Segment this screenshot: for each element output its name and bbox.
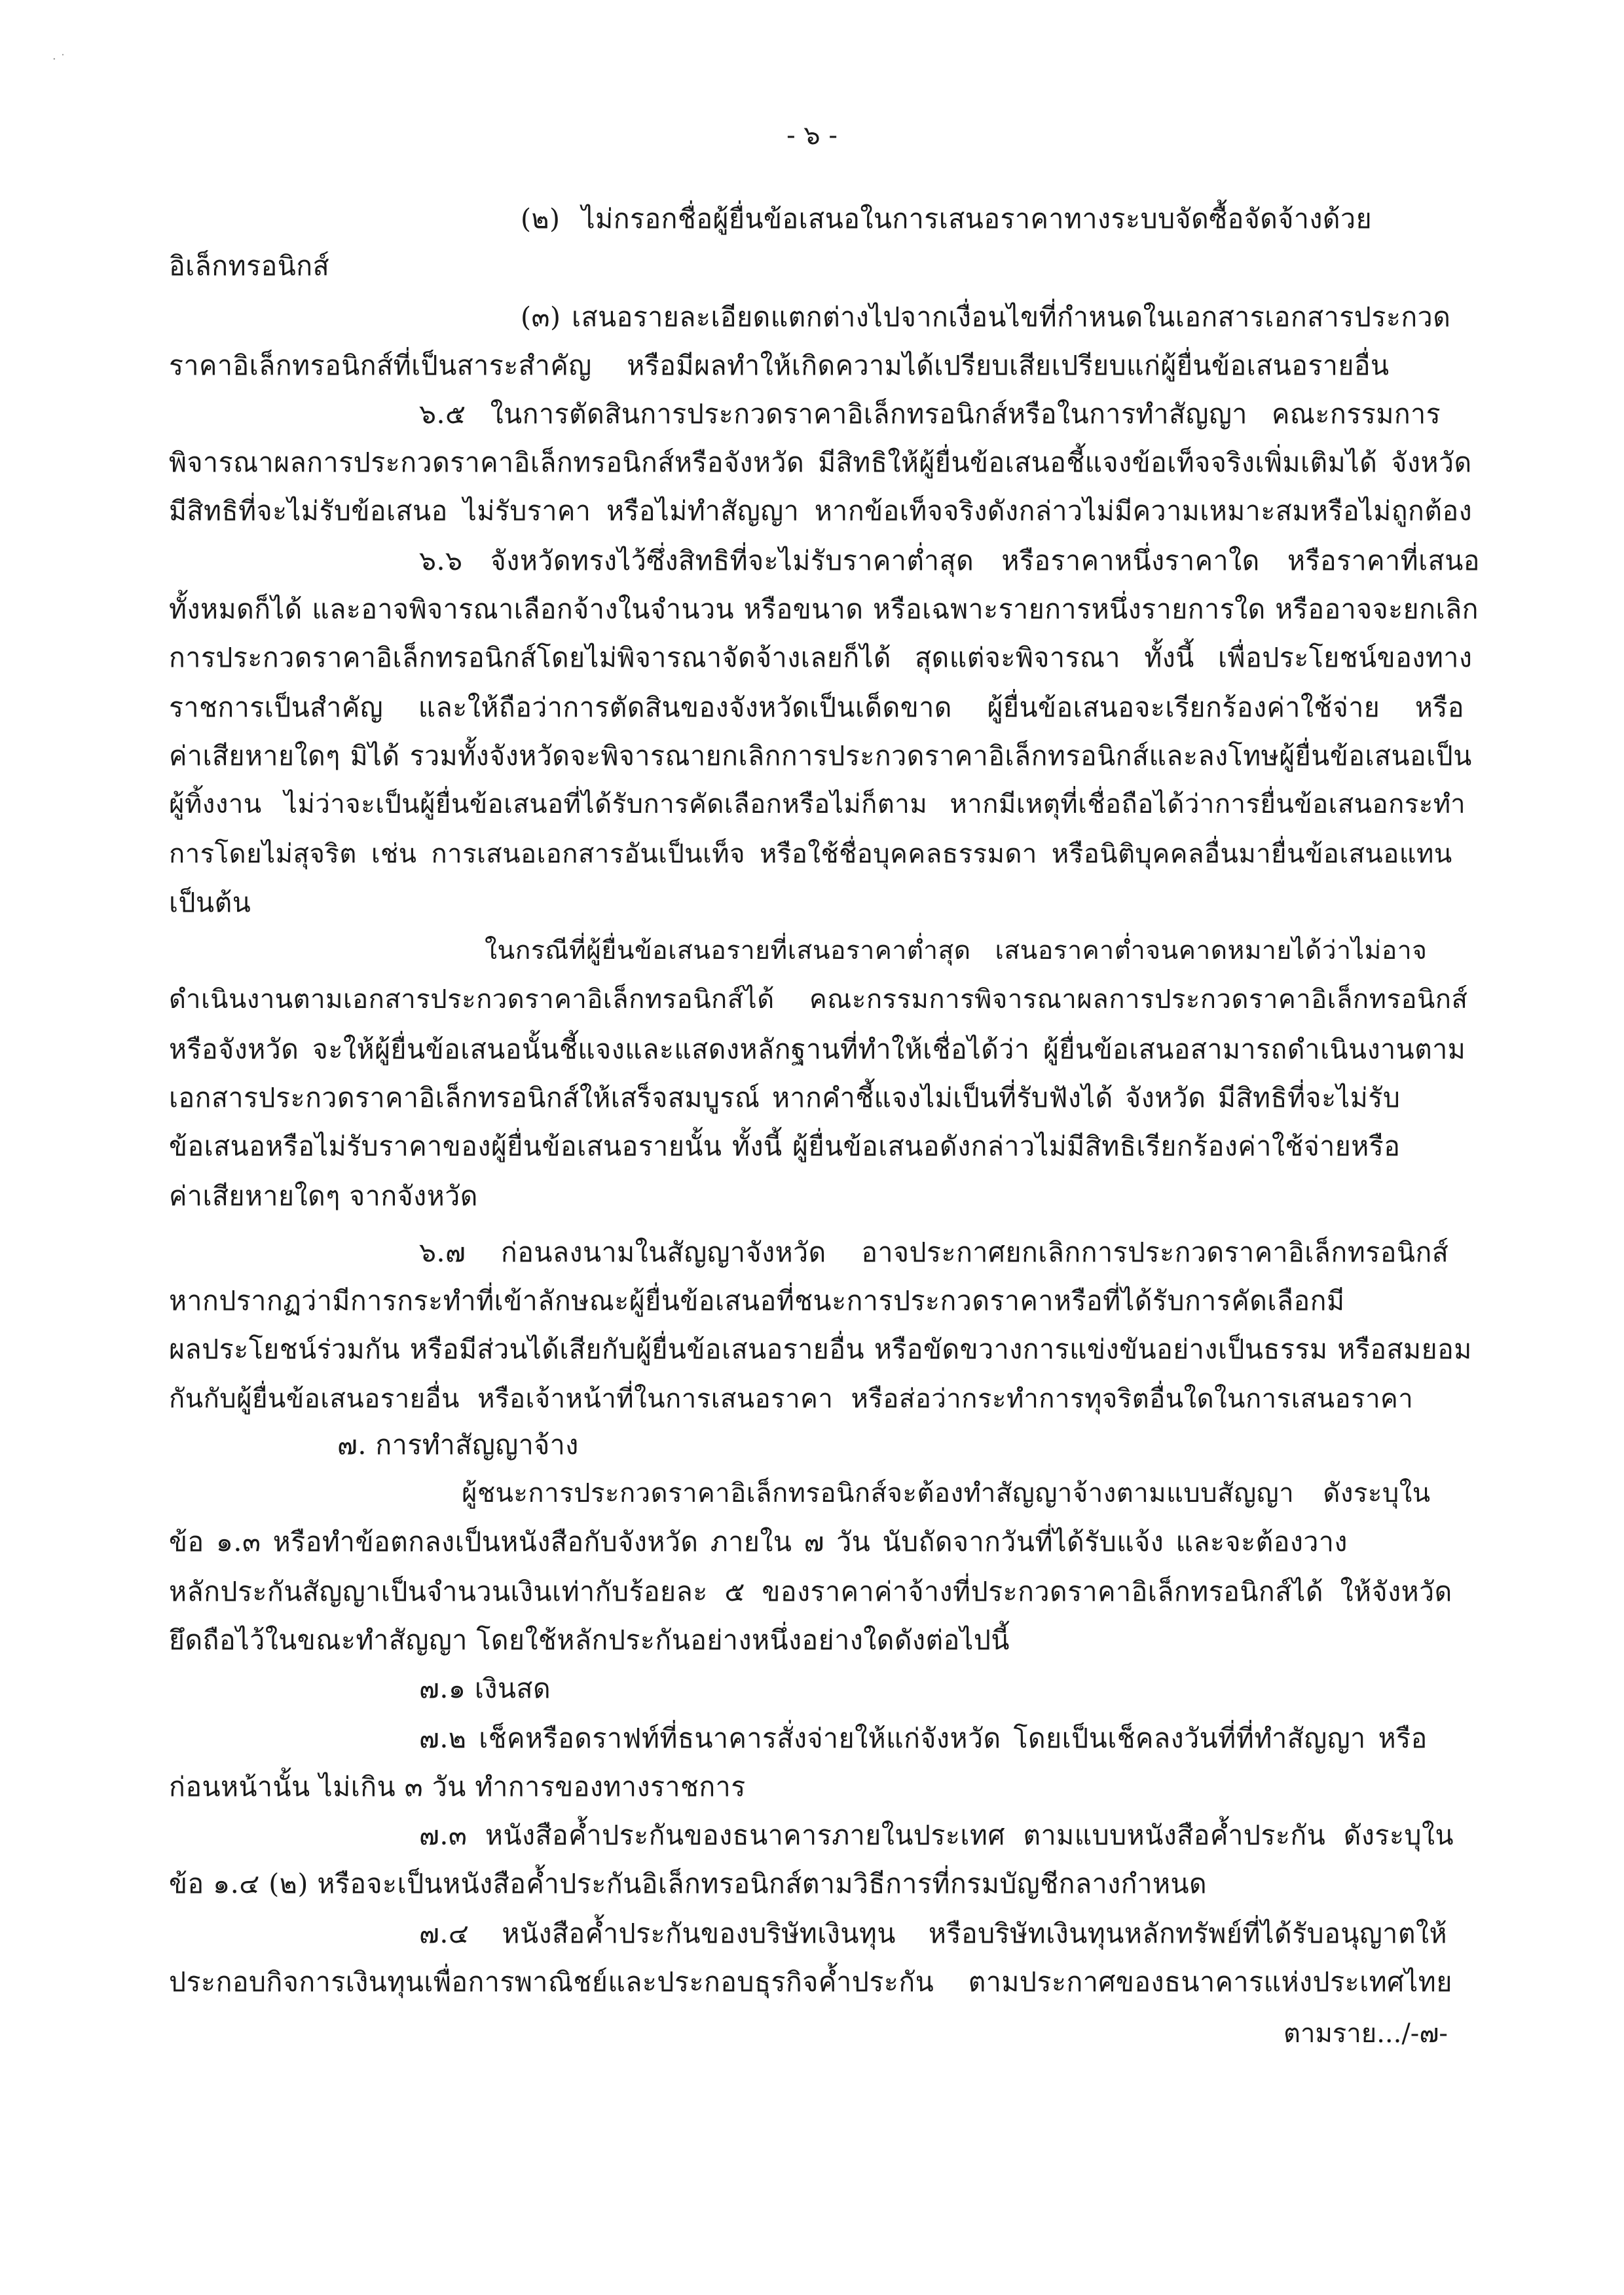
text-line: ดำเนินงานตามเอกสารประกวดราคาอิเล็กทรอนิกส์ได้ คณะกรรมการพิจารณาผลการประกวดราคาอิเล็กทรอนิกส์ xyxy=(169,984,1468,1015)
text-line: ๗.๔ หนังสือค้ำประกันของบริษัทเงินทุน หรือบริษัทเงินทุนหลักทรัพย์ที่ได้รับอนุญาตให้ xyxy=(419,1918,1447,1949)
text-line: (๓) เสนอรายละเอียดแตกต่างไปจากเงื่อนไขที่กำหนดในเอกสารเอกสารประกวด xyxy=(521,301,1451,333)
text-line: ๗.๓ หนังสือค้ำประกันของธนาคารภายในประเทศ ตามแบบหนังสือค้ำประกัน ดังระบุใน xyxy=(419,1819,1454,1851)
text-line: หรือจังหวัด จะให้ผู้ยื่นข้อเสนอนั้นชี้แจงและแสดงหลักฐานที่ทำให้เชื่อได้ว่า ผู้ยื่นข้อเสนอสามารถดำเนินงานตาม xyxy=(169,1034,1466,1065)
text-line: ๖.๕ ในการตัดสินการประกวดราคาอิเล็กทรอนิกส์หรือในการทำสัญญา คณะกรรมการ xyxy=(419,398,1441,430)
text-line: หลักประกันสัญญาเป็นจำนวนเงินเท่ากับร้อยละ ๕ ของราคาค่าจ้างที่ประกวดราคาอิเล็กทรอนิกส์ได้ ให้จังหวัด xyxy=(169,1576,1452,1607)
text-line: ผู้ชนะการประกวดราคาอิเล็กทรอนิกส์จะต้องทำสัญญาจ้างตามแบบสัญญา ดังระบุใน xyxy=(462,1478,1431,1508)
text-line: เป็นต้น xyxy=(169,887,251,918)
text-line: ๗.๒ เช็คหรือดราฟท์ที่ธนาคารสั่งจ่ายให้แก่จังหวัด โดยเป็นเช็คลงวันที่ที่ทำสัญญา หรือ xyxy=(419,1723,1428,1754)
text-line: ในกรณีที่ผู้ยื่นข้อเสนอรายที่เสนอราคาต่ำสุด เสนอราคาต่ำจนคาดหมายได้ว่าไม่อาจ xyxy=(485,936,1428,965)
text-line: ข้อเสนอหรือไม่รับราคาของผู้ยื่นข้อเสนอรายนั้น ทั้งนี้ ผู้ยื่นข้อเสนอดังกล่าวไม่มีสิทธิเรียกร้องค่าใช้จ่ายหรือ xyxy=(169,1130,1401,1162)
text-line: มีสิทธิที่จะไม่รับข้อเสนอ ไม่รับราคา หรือไม่ทำสัญญา หากข้อเท็จจริงดังกล่าวไม่มีความเหมาะสมหรือไม่ถูกต้อง xyxy=(169,495,1473,527)
text-line: ค่าเสียหายใดๆ จากจังหวัด xyxy=(169,1180,478,1212)
text-line: ก่อนหน้านั้น ไม่เกิน ๓ วัน ทำการของทางราชการ xyxy=(169,1771,746,1802)
text-line: (๒) ไม่กรอกชื่อผู้ยื่นข้อเสนอในการเสนอราคาทางระบบจัดซื้อจัดจ้างด้วย xyxy=(521,203,1373,234)
text-line: กันกับผู้ยื่นข้อเสนอรายอื่น หรือเจ้าหน้าที่ในการเสนอราคา หรือส่อว่ากระทำการทุจริตอื่นใดในการเสนอราคา xyxy=(169,1384,1414,1414)
text-line: ราคาอิเล็กทรอนิกส์ที่เป็นสาระสำคัญ หรือมีผลทำให้เกิดความได้เปรียบเสียเปรียบแก่ผู้ยื่นข้อเสนอรายอื่น xyxy=(169,350,1390,381)
text-line: ประกอบกิจการเงินทุนเพื่อการพาณิชย์และประกอบธุรกิจค้ำประกัน ตามประกาศของธนาคารแห่งประเทศไทย xyxy=(169,1966,1452,1998)
page-number: - ๖ - xyxy=(786,121,838,151)
text-line: พิจารณาผลการประกวดราคาอิเล็กทรอนิกส์หรือจังหวัด มีสิทธิให้ผู้ยื่นข้อเสนอชี้แจงข้อเท็จจริงเพิ่มเติมได้ จังหวัด xyxy=(169,447,1472,478)
text-line: ๖.๗ ก่อนลงนามในสัญญาจังหวัด อาจประกาศยกเลิกการประกวดราคาอิเล็กทรอนิกส์ xyxy=(419,1237,1449,1268)
text-line: ๖.๖ จังหวัดทรงไว้ซึ่งสิทธิที่จะไม่รับราคาต่ำสุด หรือราคาหนึ่งราคาใด หรือราคาที่เสนอ xyxy=(419,545,1480,576)
text-line: การประกวดราคาอิเล็กทรอนิกส์โดยไม่พิจารณาจัดจ้างเลยก็ได้ สุดแต่จะพิจารณา ทั้งนี้ เพื่อประโยชน์ของทาง xyxy=(169,642,1473,673)
text-line: เอกสารประกวดราคาอิเล็กทรอนิกส์ให้เสร็จสมบูรณ์ หากคำชี้แจงไม่เป็นที่รับฟังได้ จังหวัด มีสิทธิที่จะไม่รับ xyxy=(169,1082,1401,1113)
text-line: การโดยไม่สุจริต เช่น การเสนอเอกสารอันเป็นเท็จ หรือใช้ชื่อบุคคลธรรมดา หรือนิติบุคคลอื่นมายื่นข้อเสนอแทน xyxy=(169,839,1452,869)
text-line: ข้อ ๑.๓ หรือทำข้อตกลงเป็นหนังสือกับจังหวัด ภายใน ๗ วัน นับถัดจากวันที่ได้รับแจ้ง และจะต้องวาง xyxy=(169,1526,1348,1558)
scan-specks: · ˙ xyxy=(52,52,66,66)
text-line: ราชการเป็นสำคัญ และให้ถือว่าการตัดสินของจังหวัดเป็นเด็ดขาด ผู้ยื่นข้อเสนอจะเรียกร้องค่าใช้จ่าย หรือ xyxy=(169,692,1465,723)
text-line: ผลประโยชน์ร่วมกัน หรือมีส่วนได้เสียกับผู้ยื่นข้อเสนอรายอื่น หรือขัดขวางการแข่งขันอย่างเป็นธรรม หรือสมยอม xyxy=(169,1334,1472,1365)
text-line: ยึดถือไว้ในขณะทำสัญญา โดยใช้หลักประกันอย่างหนึ่งอย่างใดดังต่อไปนี้ xyxy=(169,1624,1010,1656)
text-line: อิเล็กทรอนิกส์ xyxy=(169,250,330,282)
text-line: หากปรากฏว่ามีการกระทำที่เข้าลักษณะผู้ยื่นข้อเสนอที่ชนะการประกวดราคาหรือที่ได้รับการคัดเลือกมี xyxy=(169,1285,1345,1316)
text-line: ทั้งหมดก็ได้ และอาจพิจารณาเลือกจ้างในจำนวน หรือขนาด หรือเฉพาะรายการหนึ่งรายการใด หรืออาจจะยกเลิก xyxy=(169,593,1479,625)
text-line: ๗.๑ เงินสด xyxy=(419,1673,551,1704)
text-line: ข้อ ๑.๔ (๒) หรือจะเป็นหนังสือค้ำประกันอิเล็กทรอนิกส์ตามวิธีการที่กรมบัญชีกลางกำหนด xyxy=(169,1868,1208,1899)
section-heading: ๗. การทำสัญญาจ้าง xyxy=(337,1429,579,1461)
text-line: ผู้ทิ้งงาน ไม่ว่าจะเป็นผู้ยื่นข้อเสนอที่ได้รับการคัดเลือกหรือไม่ก็ตาม หากมีเหตุที่เชื่อถือได้ว่าการยื่นข้อเสนอกระทำ xyxy=(169,789,1466,819)
continuation-ref: ตามราย.../-๗- xyxy=(1283,2019,1448,2049)
text-line: ค่าเสียหายใดๆ มิได้ รวมทั้งจังหวัดจะพิจารณายกเลิกการประกวดราคาอิเล็กทรอนิกส์และลงโทษผู้ยื่นข้อเสนอเป็น xyxy=(169,740,1472,772)
